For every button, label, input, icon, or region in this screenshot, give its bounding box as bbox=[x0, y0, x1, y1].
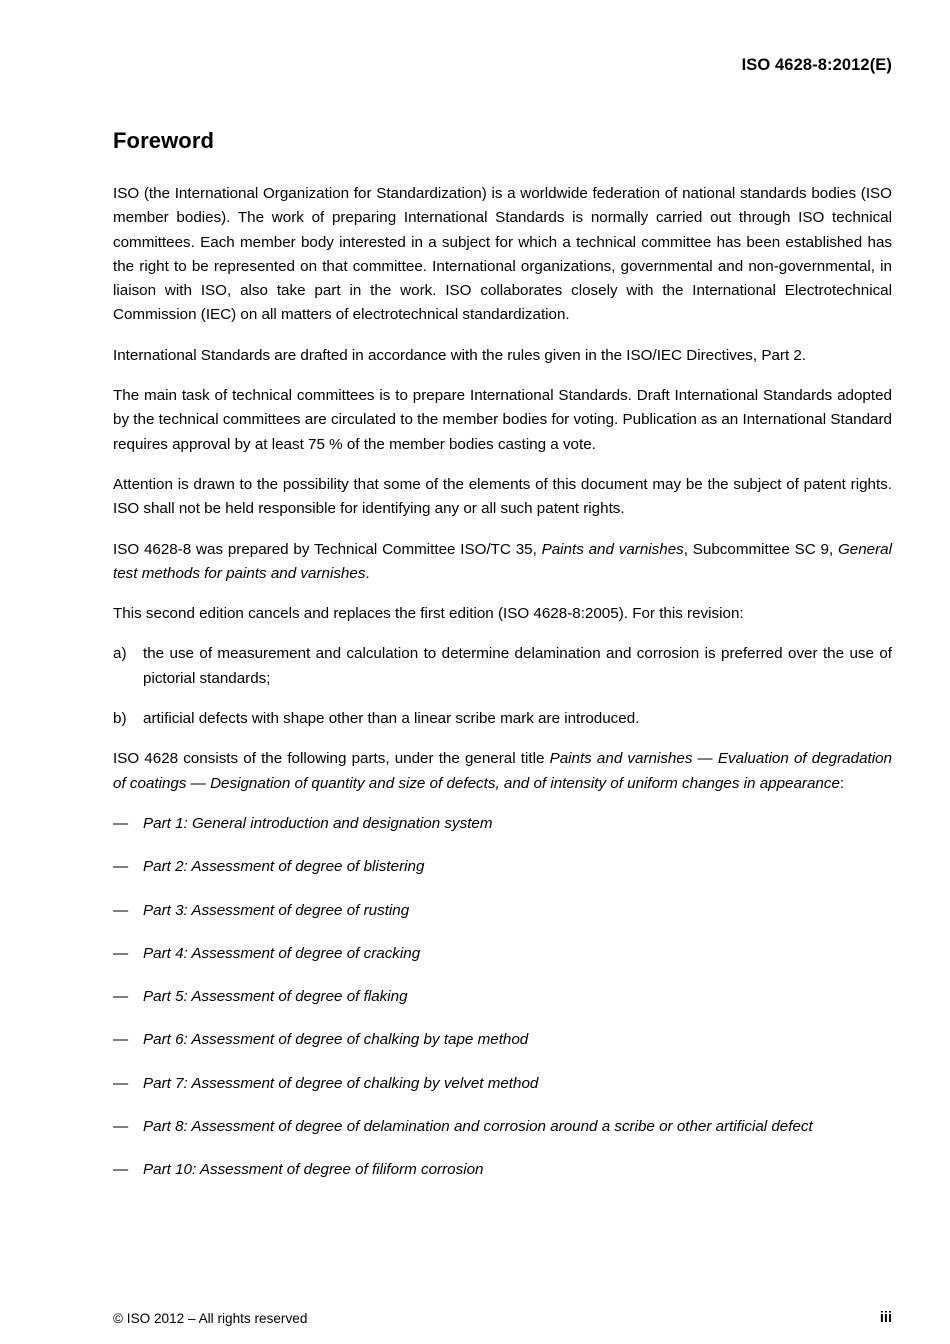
parts-intro-lead: ISO 4628 consists of the following parts, under the general title bbox=[113, 750, 550, 768]
subcommittee-title-italic: General test methods for paints and varnishes bbox=[113, 540, 893, 582]
list-item-text: Part 1: General introduction and designation system bbox=[143, 814, 493, 832]
list-item bbox=[113, 942, 892, 966]
copyright-notice: © ISO 2012 – All rights reserved bbox=[113, 1311, 308, 1326]
general-title-italic: Paints and varnishes — Evaluation of degradation of coatings — Designation of quantity and size of defects, and of intensity of uniform changes in appearance bbox=[113, 750, 893, 792]
dash-marker: — bbox=[113, 814, 129, 832]
page-title: Foreword bbox=[113, 128, 215, 153]
list-item-text: artificial defects with shape other than a linear scribe mark are introduced. bbox=[143, 710, 640, 728]
list-item bbox=[113, 812, 892, 836]
preparation-text-end: . bbox=[365, 564, 370, 582]
list-item-text: Part 8: Assessment of degree of delamination and corrosion around a scribe or other artificial defect bbox=[143, 1118, 813, 1136]
paragraph-edition-notice: This second edition cancels and replaces the first edition (ISO 4628-8:2005). For this revision: bbox=[113, 605, 744, 623]
paragraph-patent-rights: Attention is drawn to the possibility that some of the elements of this document may be the subject of patent rights. ISO shall not be held responsible for identifying any or all such patent rights. bbox=[113, 475, 892, 518]
page-content bbox=[113, 128, 892, 1202]
list-item-text: the use of measurement and calculation to determine delamination and corrosion is preferred over the use of pictorial standards; bbox=[143, 645, 892, 687]
parts-intro-end: : bbox=[839, 774, 845, 792]
dash-marker: — bbox=[113, 988, 129, 1006]
page-number: iii bbox=[879, 1310, 892, 1326]
list-item bbox=[113, 1072, 892, 1096]
preparation-text-lead: ISO 4628-8 was prepared by Technical Committee ISO/TC 35, bbox=[113, 540, 542, 558]
list-marker: b) bbox=[113, 710, 127, 728]
list-item bbox=[113, 899, 892, 923]
list-item bbox=[113, 1115, 892, 1139]
list-item-text: Part 4: Assessment of degree of cracking bbox=[143, 944, 421, 962]
dash-marker: — bbox=[113, 1118, 129, 1136]
list-item bbox=[113, 1158, 892, 1182]
list-item bbox=[113, 1028, 892, 1052]
dash-marker: — bbox=[113, 858, 129, 876]
list-item-text: Part 2: Assessment of degree of blistering bbox=[143, 858, 425, 876]
paragraph-preparation bbox=[113, 538, 892, 587]
list-item-text: Part 10: Assessment of degree of filiform corrosion bbox=[143, 1161, 484, 1179]
list-item bbox=[113, 642, 892, 691]
parts-list bbox=[113, 812, 892, 1183]
paragraph-directives: International Standards are drafted in accordance with the rules given in the ISO/IEC Directives, Part 2. bbox=[113, 346, 807, 364]
list-item-text: Part 7: Assessment of degree of chalking by velvet method bbox=[143, 1074, 539, 1092]
paragraph-main-task: The main task of technical committees is to prepare International Standards. Draft International Standards adopted by the technical committees are circulated to the member bodies for voting. Publication as an International Standard requires approval by at least 75 % of the member bodies casting a vote. bbox=[113, 387, 892, 453]
list-item-text: Part 6: Assessment of degree of chalking by tape method bbox=[143, 1031, 529, 1049]
dash-marker: — bbox=[113, 1161, 129, 1179]
dash-marker: — bbox=[113, 1074, 129, 1092]
committee-title-italic: Paints and varnishes bbox=[541, 540, 684, 558]
dash-marker: — bbox=[113, 1031, 129, 1049]
paragraph-iso-description: ISO (the International Organization for Standardization) is a worldwide federation of national standards bodies (ISO member bodies). The work of preparing International Standards is normally carried out through ISO technical committees. Each member body interested in a subject for which a technical committee has been established has the right to be represented on that committee. International organizations, governmental and non-governmental, in liaison with ISO, also take part in the work. ISO collaborates closely with the International Electrotechnical Commission (IEC) on all matters of electrotechnical standardization. bbox=[113, 185, 892, 324]
list-item bbox=[113, 855, 892, 879]
running-head: ISO 4628-8:2012(E) bbox=[741, 56, 892, 74]
list-item-text: Part 5: Assessment of degree of flaking bbox=[143, 988, 408, 1006]
paragraph-parts-intro bbox=[113, 747, 892, 796]
list-marker: a) bbox=[113, 645, 127, 663]
dash-marker: — bbox=[113, 901, 129, 919]
page-footer bbox=[113, 1304, 892, 1344]
dash-marker: — bbox=[113, 944, 129, 962]
list-item bbox=[113, 985, 892, 1009]
list-item-text: Part 3: Assessment of degree of rusting bbox=[143, 901, 410, 919]
list-item bbox=[113, 707, 892, 731]
preparation-text-mid: , Subcommittee SC 9, bbox=[683, 540, 838, 558]
revision-list bbox=[113, 642, 892, 731]
